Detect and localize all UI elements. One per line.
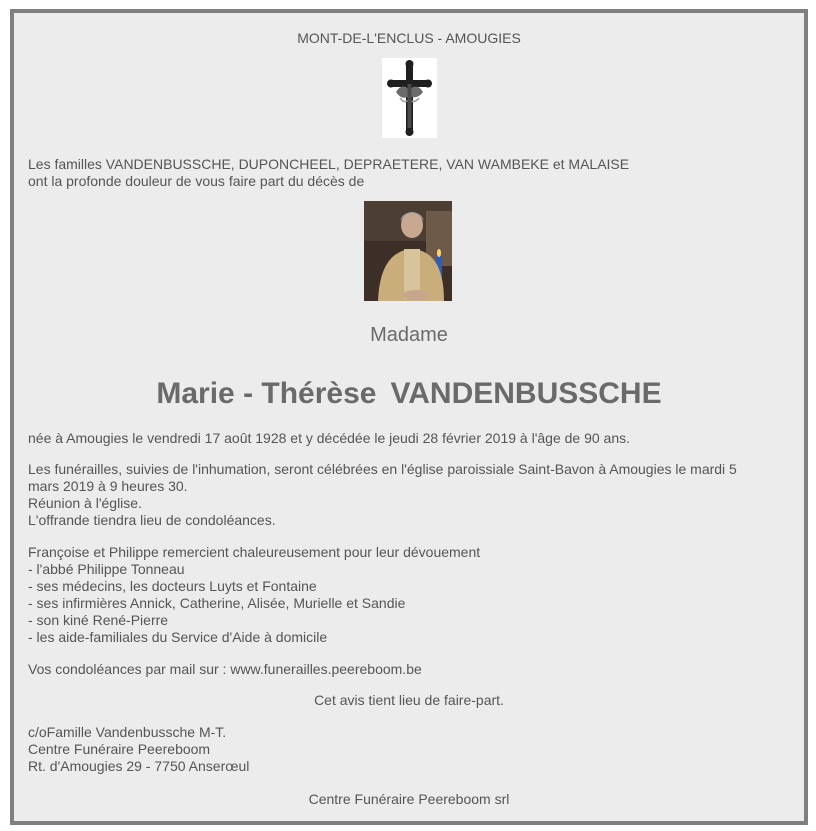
- thanks-item: - ses médecins, les docteurs Luyts et Fontaine: [28, 578, 317, 594]
- intro-announcement: ont la profonde douleur de vous faire part du décès de: [28, 173, 365, 189]
- condolences-line: Vos condoléances par mail sur : www.funerailles.peereboom.be: [28, 661, 422, 677]
- footer-funeral-home: Centre Funéraire Peereboom srl: [308, 791, 510, 807]
- obituary-card: [10, 9, 808, 825]
- deceased-last-name: VANDENBUSSCHE: [390, 377, 662, 410]
- birth-death-line: née à Amougies le vendredi 17 août 1928 et y décédée le jeudi 28 février 2019 à l'âge de 90 ans.: [28, 430, 630, 446]
- funeral-line-1: Les funérailles, suivies de l'inhumation, seront célébrées en l'église paroissiale Saint-Bavon à Amougies le mardi 5: [28, 461, 737, 477]
- notice-line: Cet avis tient lieu de faire-part.: [314, 692, 504, 708]
- funeral-line-3: Réunion à l'église.: [28, 495, 142, 511]
- contact-line-3: Rt. d'Amougies 29 - 7750 Anserœul: [28, 758, 250, 774]
- contact-line-1: c/oFamille Vandenbussche M-T.: [28, 724, 227, 740]
- thanks-item: - l'abbé Philippe Tonneau: [28, 561, 185, 577]
- contact-line-2: Centre Funéraire Peereboom: [28, 741, 211, 757]
- funeral-line-4: L'offrande tiendra lieu de condoléances.: [28, 512, 276, 528]
- intro-families: Les familles VANDENBUSSCHE, DUPONCHEEL, DEPRAETERE, VAN WAMBEKE et MALAISE: [28, 156, 630, 172]
- deceased-full-name: [14, 376, 804, 412]
- thanks-item: - ses infirmières Annick, Catherine, Alisée, Murielle et Sandie: [28, 595, 406, 611]
- deceased-title: Madame: [370, 324, 448, 346]
- funeral-line-2: mars 2019 à 9 heures 30.: [28, 478, 188, 494]
- thanks-item: - son kiné René-Pierre: [28, 612, 169, 628]
- deceased-first-name: Marie - Thérèse: [156, 377, 377, 410]
- location-header: MONT-DE-L'ENCLUS - AMOUGIES: [297, 30, 521, 46]
- thanks-intro: Françoise et Philippe remercient chaleureusement pour leur dévouement: [28, 544, 481, 560]
- cross-icon: [382, 58, 437, 138]
- thanks-item: - les aide-familiales du Service d'Aide à domicile: [28, 629, 328, 645]
- portrait-photo: [364, 201, 452, 301]
